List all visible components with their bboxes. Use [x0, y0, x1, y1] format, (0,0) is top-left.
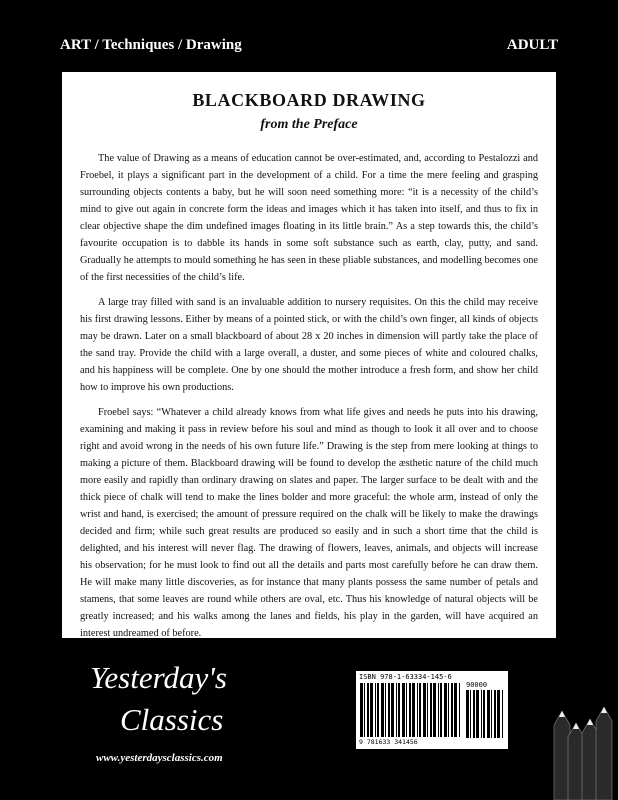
- paragraph: A large tray filled with sand is an invaluable addition to nursery requisites. On this the child may receive his first drawing lessons. Either by means of a pointed stick, or with the child’s own finger, all kinds of objects may be drawn. Later on a small blackboard of about 28 x 20 inches in dimension will partly take the place of the sand tray. Provide the child with a large overall, a duster, and some pieces of white and coloured chalks, and his happiness will be complete. One by one should the mother introduce a fresh form, and show her child how to improve his own productions.: [80, 297, 538, 393]
- description-panel: [62, 72, 556, 638]
- barcode-bars: [360, 683, 460, 737]
- isbn-barcode: [356, 671, 508, 749]
- ean-number: 9 781633 341456: [359, 738, 418, 746]
- preface-text: [80, 150, 538, 650]
- logo-text-line2: Classics: [120, 702, 224, 737]
- price-code: 90000: [466, 681, 488, 689]
- book-title: BLACKBOARD DRAWING: [192, 90, 426, 110]
- paragraph: Froebel says: “Whatever a child already knows from what life gives and needs he puts into his drawing, examining and making it pass in review before his soul and mind as though to look it all over and to choose right and avoid wrong in the needs of his own future life.” Drawing is the step from mere looking at things to making a picture of them. Blackboard drawing will be found to develop the æsthetic nature of the child much more easily and rapidly than ordinary drawing on slates and paper. The larger surface to be dealt with and the thick piece of chalk will tend to make the lines bolder and more graceful: the whole arm, instead of only the wrist and hand, is exercised; the amount of pressure required on the chalk will be likely to make the drawings decided and firm; while such great results are produced so easily and in such a short time that the child is delighted, and his interest will never flag. The drawing of flowers, leaves, animals, and objects will increase his observation; for he must look to find out all the details and parts most carefully before he can draw them. He will make many little discoveries, as for instance that many plants possess the same number of petals and stamens, that some leaves are round while others are oval, etc. Thus his knowledge of natural objects will be greatly increased; and his walks among the lanes and fields, his play in the garden, will have acquired an interest undreamed of before.: [80, 407, 538, 639]
- category-label: ART / Techniques / Drawing: [60, 37, 242, 53]
- preface-subtitle: from the Preface: [260, 117, 358, 132]
- price-barcode-bars: [466, 690, 504, 738]
- logo-text-line1: Yesterday's: [90, 660, 227, 695]
- publisher-url: www.yesterdaysclassics.com: [96, 752, 223, 764]
- pencils-illustration: [552, 685, 618, 800]
- paragraph: The value of Drawing as a means of education cannot be over-estimated, and, according to Pestalozzi and Froebel, it plays a significant part in the development of a child. For a time the mere feeling and grasping surrounding objects contents a baby, but he will soon need something more: “it is a necessity of the child’s mind to give out again in concrete form the ideas and images which it has taken into itself, and thus to fix in clear objective shape the dim undefined images floating in its little brain.” As a step towards this, the child’s favourite occupation is to dabble its hands in some soft substance such as earth, clay, putty, and sand. Gradually he attempts to mould something he has seen in these pliable substances, and modelling becomes one of the first necessities of the child’s life.: [80, 153, 538, 283]
- publisher-logo: [90, 660, 280, 748]
- audience-label: ADULT: [506, 37, 558, 53]
- isbn-text: ISBN 978-1-63334-145-6: [359, 673, 452, 681]
